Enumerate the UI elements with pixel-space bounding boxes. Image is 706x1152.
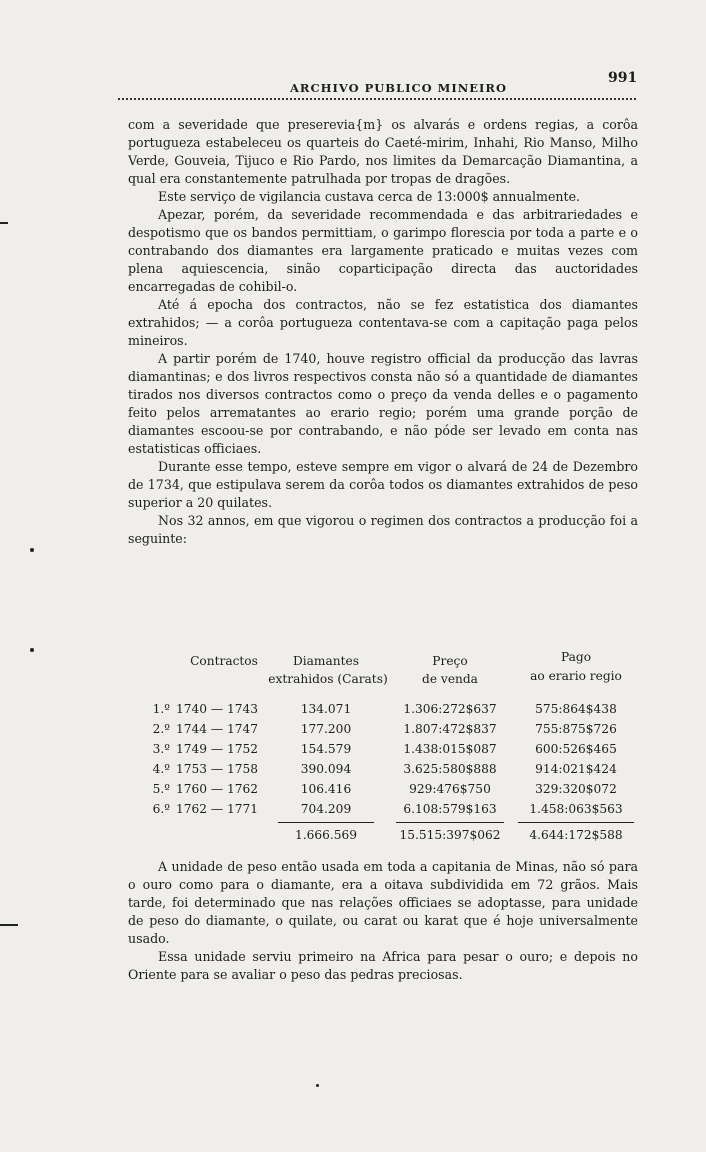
- paragraph: com a severidade que preserevia{m} os alvarás e ordens regias, a corôa portugueza estabeleceu os quarteis do Caeté-mirim, Inhahi, Rio Manso, Milho Verde, Gouveia, Tijuco e Rio Pardo, nos limites da Demarcação Diamantina, a qual era constantemente patrulhada por tropas de dragões.: [128, 117, 638, 186]
- paragraph: Este serviço de vigilancia custava cerca de 13:000$ annualmente.: [158, 189, 581, 204]
- row-preco: 1.438:015$087: [403, 742, 497, 756]
- header-diamantes: Diamantes: [293, 654, 359, 668]
- row-preco: 3.625:580$888: [403, 762, 497, 776]
- header-pago: Pago: [560, 650, 592, 664]
- row-ordinal: 6.º: [152, 802, 170, 816]
- paragraph: Essa unidade serviu primeiro na Africa para pesar o ouro; e depois no Oriente para se avaliar o peso das pedras preciosas.: [128, 949, 638, 982]
- row-preco: 1.306:272$637: [403, 702, 497, 716]
- total-rule-pago: [518, 822, 634, 823]
- row-period: 1762 — 1771: [176, 802, 258, 816]
- row-diamantes: 390.094: [300, 762, 352, 776]
- row-period: 1740 — 1743: [176, 702, 258, 716]
- row-ordinal: 4.º: [152, 762, 170, 776]
- row-pago: 755:875$726: [535, 722, 617, 736]
- paragraph: Até á epocha dos contractos, não se fez estatistica dos diamantes extrahidos; — a corôa portugueza contentava-se com a capitação paga pelos mineiros.: [128, 297, 638, 348]
- row-period: 1753 — 1758: [176, 762, 258, 776]
- total-pago: 4.644:172$588: [529, 828, 623, 842]
- header-diamantes-sub: extrahidos (Carats): [268, 672, 388, 686]
- closing-text: [128, 858, 638, 984]
- paragraph: A partir porém de 1740, houve registro official da producção das lavras diamantinas; e dos livros respectivos consta não só a quantidade de diamantes tirados nos diversos contractos como o preço da venda delles e o pagamento feito pelos arrematantes ao erario regio; porém uma grande porção de diamantes escoou-se por contrabando, e não póde ser levado em conta nas estatisticas officiaes.: [128, 351, 638, 456]
- row-diamantes: 154.579: [300, 742, 352, 756]
- header-rule: [118, 98, 636, 100]
- row-pago: 1.458:063$563: [529, 802, 623, 816]
- body-text: [128, 116, 638, 548]
- row-pago: 600:526$465: [535, 742, 617, 756]
- paragraph: A unidade de peso então usada em toda a capitania de Minas, não só para o ouro como para o diamante, era a oitava subdividida em 72 grãos. Mais tarde, foi determinado que nas relações officiaes se adoptasse, para unidade de peso do diamante, o quilate, ou carat ou karat que é hoje universalmente usado.: [128, 859, 638, 946]
- table-row: [128, 762, 638, 782]
- row-pago: 329:320$072: [535, 782, 617, 796]
- row-diamantes: 704.209: [300, 802, 352, 816]
- margin-mark: [0, 924, 18, 926]
- table-row: [128, 722, 638, 742]
- margin-dot: [30, 648, 34, 652]
- row-ordinal: 2.º: [152, 722, 170, 736]
- margin-dot: [30, 548, 34, 552]
- row-pago: 575:864$438: [535, 702, 617, 716]
- row-pago: 914:021$424: [535, 762, 617, 776]
- row-period: 1749 — 1752: [176, 742, 258, 756]
- row-preco: 1.807:472$837: [403, 722, 497, 736]
- row-ordinal: 1.º: [152, 702, 170, 716]
- margin-mark: [0, 222, 8, 224]
- paragraph: Durante esse tempo, esteve sempre em vigor o alvará de 24 de Dezembro de 1734, que estipulava serem da corôa todos os diamantes extrahidos de peso superior a 20 quilates.: [128, 459, 638, 510]
- table-row: [128, 782, 638, 802]
- total-diamantes: 1.666.569: [294, 828, 358, 842]
- totals-row: [128, 828, 638, 848]
- table-row: [128, 802, 638, 822]
- table-row: [128, 702, 638, 722]
- row-diamantes: 106.416: [300, 782, 352, 796]
- header-preco-sub: de venda: [422, 672, 478, 686]
- total-preco: 15.515:397$062: [399, 828, 501, 842]
- total-rule-preco: [396, 822, 504, 823]
- row-preco: 6.108:579$163: [403, 802, 497, 816]
- page-speck: [316, 1084, 319, 1087]
- header-contractos: Contractos: [190, 654, 258, 668]
- table-row: [128, 742, 638, 762]
- row-preco: 929:476$750: [409, 782, 491, 796]
- row-ordinal: 3.º: [152, 742, 170, 756]
- total-rule-diamantes: [278, 822, 374, 823]
- row-period: 1744 — 1747: [176, 722, 258, 736]
- paragraph: Apezar, porém, da severidade recommendada e das arbitrariedades e despotismo que os bandos permittiam, o garimpo florescia por toda a parte e o contrabando dos diamantes era largamente praticado e muitas vezes com plena aquiescencia, sinão coparticipação directa das auctoridades encarregadas de cohibil-o.: [128, 207, 638, 294]
- row-period: 1760 — 1762: [176, 782, 258, 796]
- row-diamantes: 177.200: [300, 722, 352, 736]
- paragraph: Nos 32 annos, em que vigorou o regimen dos contractos a producção foi a seguinte:: [128, 513, 638, 546]
- page-number: 991: [608, 70, 638, 86]
- row-ordinal: 5.º: [152, 782, 170, 796]
- row-diamantes: 134.071: [300, 702, 352, 716]
- header-preco: Preço: [432, 654, 468, 668]
- running-header: ARCHIVO PUBLICO MINEIRO: [290, 81, 507, 95]
- header-pago-sub: ao erario regio: [530, 669, 622, 683]
